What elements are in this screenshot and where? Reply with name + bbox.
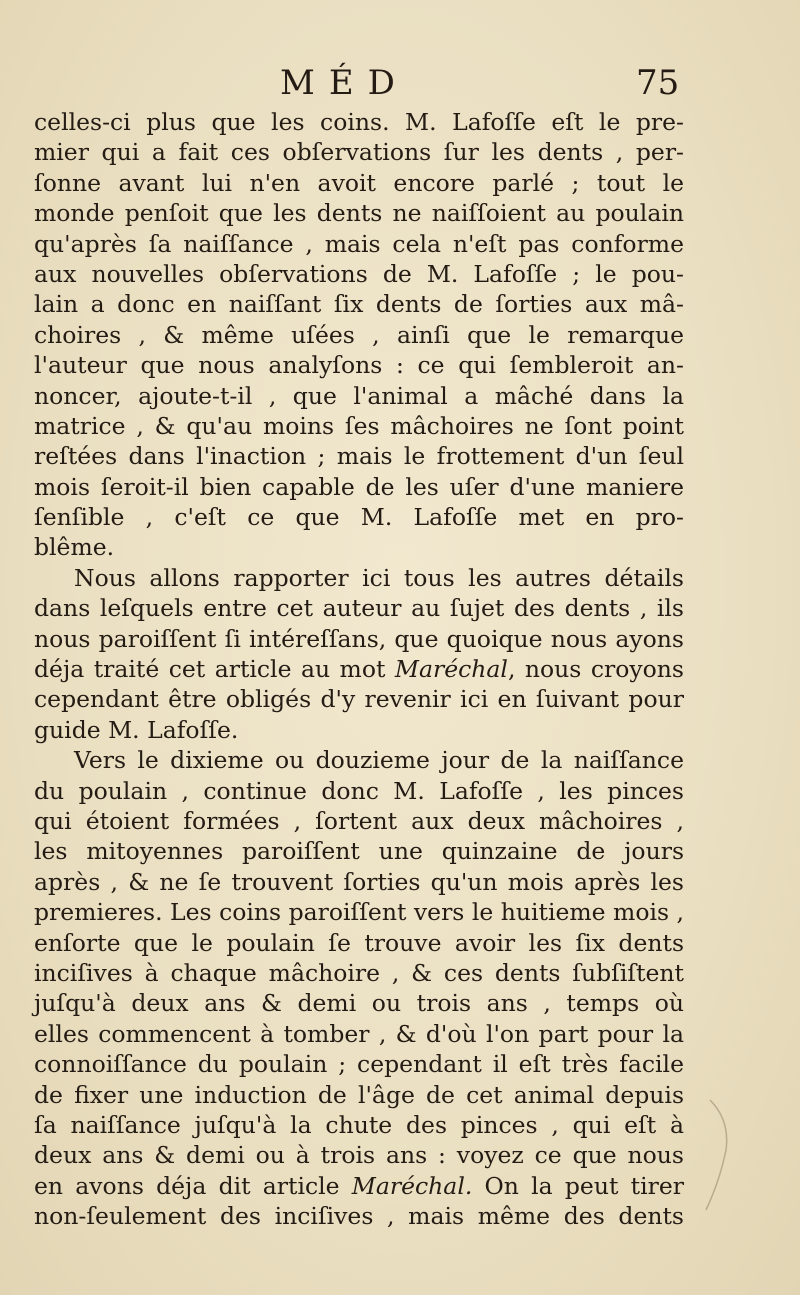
text-line: non-ſeulement des inciſives , mais même des dents (34, 1202, 684, 1231)
text-line: deux ans & demi ou à trois ans : voyez ce que nous (34, 1141, 684, 1170)
text-line: mier qui a fait ces obſervations ſur les dents , per- (34, 138, 684, 167)
text-line: elles commencent à tomber , & d'où l'on part pour la (34, 1019, 684, 1048)
text-line: matrice , & qu'au moins ſes mâchoires ne ſont point (34, 411, 684, 440)
text-line: qui étoient formées , ſortent aux deux mâchoires , (34, 806, 684, 835)
text-line: ſonne avant lui n'en avoit encore parlé ; tout le (34, 168, 684, 197)
text-line (34, 1171, 684, 1201)
running-head: MÉD (280, 63, 409, 103)
cross-reference: Maréchal (394, 655, 508, 684)
text-line: qu'après ſa naiſſance , mais cela n'eſt pas conforme (34, 229, 684, 258)
text-line: Nous allons rapporter ici tous les autres détails (74, 563, 684, 592)
page-number: 75 (636, 63, 680, 103)
text-line: lain a donc en naiſſant ſix dents de ſorties aux mâ- (34, 290, 684, 319)
text-line: de fixer une induction de l'âge de cet animal depuis (34, 1080, 684, 1109)
text-run: déja traité cet article au mot (34, 655, 386, 684)
text-line: dans leſquels entre cet auteur au ſujet des dents , ils (34, 594, 684, 623)
text-line: du poulain , continue donc M. Lafoſſe , les pinces (34, 776, 684, 805)
text-line: juſqu'à deux ans & demi ou trois ans , temps où (34, 989, 684, 1018)
text-line: enſorte que le poulain ſe trouve avoir les ſix dents (34, 928, 684, 957)
page-header (0, 58, 800, 108)
text-line: aux nouvelles obſervations de M. Lafoſſe ; le pou- (34, 259, 684, 288)
text-line: monde penſoit que les dents ne naiſſoient au poulain (34, 199, 684, 228)
text-line: après , & ne ſe trouvent ſorties qu'un mois après les (34, 867, 684, 896)
text-line: guide M. Lafoſſe. (34, 715, 239, 744)
body-text (34, 107, 684, 1231)
text-line: choires , & même uſées , ainſi que le remarque (34, 320, 684, 349)
text-run: On la peut tirer (484, 1171, 684, 1200)
text-line: premieres. Les coins paroiſſent vers le huitieme mois , (34, 898, 684, 927)
margin-bracket-marks (700, 1080, 760, 1220)
text-line: ſenſible , c'eſt ce que M. Lafoſſe met en pro- (34, 503, 684, 532)
text-line: nous paroiſſent ſi intéreſſans, que quoique nous ayons (34, 624, 684, 653)
text-line: ſa naiſſance juſqu'à la chute des pinces , qui eſt à (34, 1110, 684, 1139)
text-run: , nous croyons (507, 655, 684, 684)
text-line: inciſives à chaque mâchoire , & ces dents ſubſiſtent (34, 958, 684, 987)
text-line: cependant être obligés d'y revenir ici en ſuivant pour (34, 685, 684, 714)
text-line: connoiſſance du poulain ; cependant il eſt très facile (34, 1050, 684, 1079)
text-line: les mitoyennes paroiſſent une quinzaine de jours (34, 837, 684, 866)
text-line: mois ſeroit-il bien capable de les uſer d'une maniere (34, 472, 684, 501)
text-line: l'auteur que nous analyſons : ce qui ſembleroit an- (34, 351, 684, 380)
text-line: noncer, ajoute-t-il , que l'animal a mâché dans la (34, 381, 684, 410)
text-line: reſtées dans l'inaction ; mais le frottement d'un ſeul (34, 442, 684, 471)
text-line: blême. (34, 533, 115, 562)
text-line: celles-ci plus que les coins. M. Lafoſſe eſt le pre- (34, 108, 684, 136)
text-line (34, 654, 684, 684)
text-line: Vers le dixieme ou douzieme jour de la naiſſance (74, 746, 684, 775)
cross-reference: Maréchal. (351, 1171, 473, 1200)
text-run: en avons déja dit article (34, 1171, 340, 1200)
